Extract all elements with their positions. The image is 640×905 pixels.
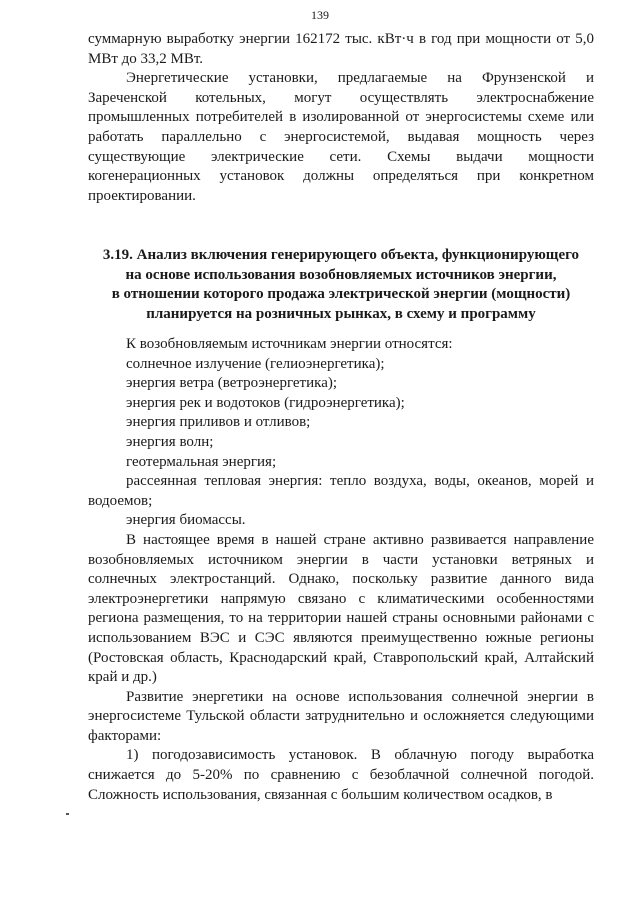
section-body (88, 335, 594, 805)
list-item: геотермальная энергия; (126, 453, 277, 470)
section-heading-line: в отношении которого продажа электрической энергии (мощности) (111, 286, 571, 303)
section-heading-line: на основе использования возобновляемых источников энергии, (125, 266, 557, 283)
paragraph-solar-development: Развитие энергетики на основе использования солнечной энергии в энергосистеме Тульской области затруднительно и осложняется следующими факторами: (88, 688, 594, 744)
intro-block (88, 30, 594, 206)
list-item: рассеянная тепловая энергия: тепло воздуха, воды, океанов, морей и водоемов; (88, 473, 594, 509)
list-item: энергия рек и водотоков (гидроэнергетика); (126, 394, 405, 411)
intro-paragraph-2: Энергетические установки, предлагаемые на Фрунзенской и Зареченской котельных, могут осуществлять электроснабжение промышленных потребителей в изолированной от энергосистемы схеме или работать параллельно с энергосистемой, выдавая мощность через существующие электрические сети. Схемы выдачи мощности когенерационных установок должны определяться при конкретном проектировании. (88, 70, 594, 204)
section-heading-line: планируется на розничных рынках, в схему и программу (146, 305, 536, 322)
paragraph-factor-1: 1) погодозависимость установок. В облачную погоду выработка снижается до 5-20% по сравнению с безоблачной солнечной погодой. Сложность использования, связанная с большим количеством осадков, в (88, 747, 594, 803)
list-item: солнечное излучение (гелиоэнергетика); (126, 355, 385, 372)
list-item: энергия волн; (126, 433, 214, 450)
list-item: энергия приливов и отливов; (126, 414, 311, 431)
page-number: 139 (311, 8, 329, 22)
scan-speck (66, 813, 69, 815)
list-item: энергия биомассы. (126, 512, 246, 529)
list-item: энергия ветра (ветроэнергетика); (126, 375, 338, 392)
intro-paragraph-1: суммарную выработку энергии 162172 тыс. кВт·ч в год при мощности от 5,0 МВт до 33,2 МВт. (88, 31, 594, 67)
paragraph-current-state: В настоящее время в нашей стране активно развивается направление возобновляемых источником энергии в части установки ветряных и солнечных электростанций. Однако, поскольку развитие данного вида электроэнергетики напрямую связано с климатическими особенностями региона размещения, то на территории нашей страны основными районами с использованием ВЭС и СЭС являются преимущественно южные регионы (Ростовская область, Краснодарский край, Ставропольский край, Алтайский край и др.) (88, 531, 594, 686)
section-heading-line: 3.19. Анализ включения генерирующего объекта, функционирующего (102, 247, 580, 263)
list-intro: К возобновляемым источникам энергии относятся: (126, 336, 453, 352)
section-heading (88, 246, 594, 324)
